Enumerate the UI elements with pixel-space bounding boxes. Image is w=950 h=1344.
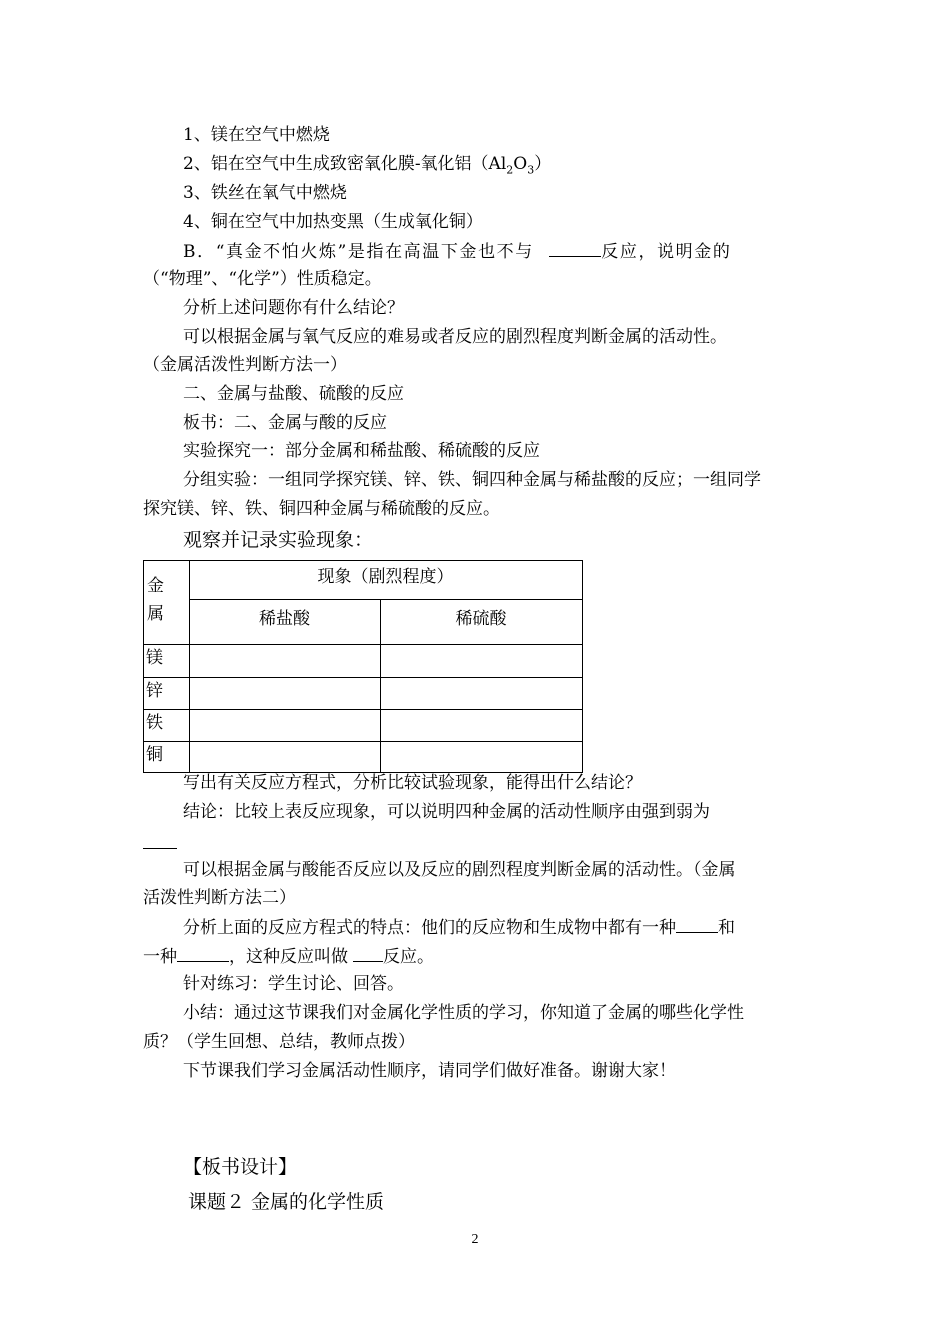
item-2 — [183, 153, 551, 175]
summary-line1: 小结：通过这节课我们对金属化学性质的学习，你知道了金属的哪些化学性 — [183, 1003, 744, 1023]
row-label-zinc: 锌 — [146, 681, 163, 701]
observe-heading: 观察并记录实验现象： — [183, 529, 374, 551]
observation-table — [143, 560, 583, 773]
fill-blank-3[interactable] — [177, 945, 229, 962]
page-number: 2 — [471, 1232, 479, 1247]
table-divider-h1 — [189, 599, 582, 600]
conclusion: 结论：比较上表反应现象，可以说明四种金属的活动性顺序由强到弱为 — [183, 802, 710, 822]
row-label-magnesium: 镁 — [146, 648, 163, 668]
experiment-title: 实验探究一：部分金属和稀盐酸、稀硫酸的反应 — [183, 441, 540, 461]
subscript-2: 2 — [506, 163, 514, 177]
feature-line2 — [143, 945, 434, 968]
gold-question-post: 反应，说明金的 — [601, 242, 732, 262]
group-experiment-line1: 分组实验：一组同学探究镁、锌、铁、铜四种金属与稀盐酸的反应；一组同学 — [183, 470, 761, 490]
write-equations: 写出有关反应方程式，分析比较试验现象，能得出什么结论？ — [183, 773, 642, 793]
board-note: 板书：二、金属与酸的反应 — [183, 413, 387, 433]
item-3: 3、铁丝在氧气中燃烧 — [183, 183, 347, 203]
method-two-line1: 可以根据金属与酸能否反应以及反应的剧烈程度判断金属的活动性。（金属 — [183, 860, 736, 880]
feature-line2-pre: 一种 — [143, 947, 177, 967]
section-2-title: 二、金属与盐酸、硫酸的反应 — [183, 384, 404, 404]
gold-question — [183, 240, 807, 263]
sulfuric-acid-header: 稀硫酸 — [455, 609, 507, 629]
phenomenon-header: 现象（剧烈程度） — [317, 567, 454, 587]
method-two-line2: 活泼性判断方法二） — [143, 888, 296, 908]
table-divider-h5 — [144, 741, 582, 742]
table-divider-h2 — [144, 644, 582, 645]
fill-blank-2[interactable] — [676, 916, 718, 933]
summary-line2: 质？（学生回想、总结，教师点拨） — [143, 1032, 415, 1052]
subscript-3: 3 — [527, 163, 535, 177]
method-one-line1: 可以根据金属与氧气反应的难易或者反应的剧烈程度判断金属的活动性。 — [183, 327, 727, 347]
row-label-copper: 铜 — [146, 745, 163, 765]
gold-question-cont: （“物理”、“化学”）性质稳定。 — [143, 269, 382, 289]
item-1: 1、镁在空气中燃烧 — [183, 125, 330, 145]
board-design-topic: 课题２ 金属的化学性质 — [188, 1191, 385, 1213]
item-2-text: 2、铝在空气中生成致密氧化膜-氧化铝（Al — [183, 154, 507, 174]
method-one-line2: （金属活泼性判断方法一） — [143, 355, 347, 375]
feature-line1-pre: 分析上面的反应方程式的特点：他们的反应物和生成物中都有一种 — [183, 918, 676, 938]
feature-line2-post: 反应。 — [383, 947, 434, 967]
table-divider-h4 — [144, 709, 582, 710]
item-2-close: ） — [534, 154, 552, 174]
item-4: 4、铜在空气中加热变黑（生成氧化铜） — [183, 212, 483, 232]
table-divider-h3 — [144, 677, 582, 678]
analysis-question: 分析上述问题你有什么结论？ — [183, 298, 404, 318]
board-design-heading: 【板书设计】 — [183, 1156, 298, 1178]
group-experiment-line2: 探究镁、锌、铁、铜四种金属与稀硫酸的反应。 — [143, 499, 500, 519]
conclusion-blank[interactable] — [143, 832, 177, 849]
next-lesson: 下节课我们学习金属活动性顺序，请同学们做好准备。谢谢大家！ — [183, 1061, 676, 1081]
hydrochloric-acid-header: 稀盐酸 — [259, 609, 310, 629]
row-label-iron: 铁 — [146, 713, 163, 733]
metal-header-1: 金 — [147, 576, 164, 596]
feature-line1-and: 和 — [718, 918, 735, 938]
feature-line1 — [183, 916, 735, 939]
fill-blank-1[interactable] — [549, 240, 601, 257]
item-2-o: O — [513, 154, 528, 174]
feature-line2-mid: ，这种反应叫做 — [229, 947, 348, 967]
gold-question-pre: B．“真金不怕火炼”是指在高温下金也不与 — [183, 242, 534, 262]
metal-header-2: 属 — [147, 604, 164, 624]
fill-blank-4[interactable] — [353, 945, 383, 962]
practice: 针对练习：学生讨论、回答。 — [183, 974, 404, 994]
